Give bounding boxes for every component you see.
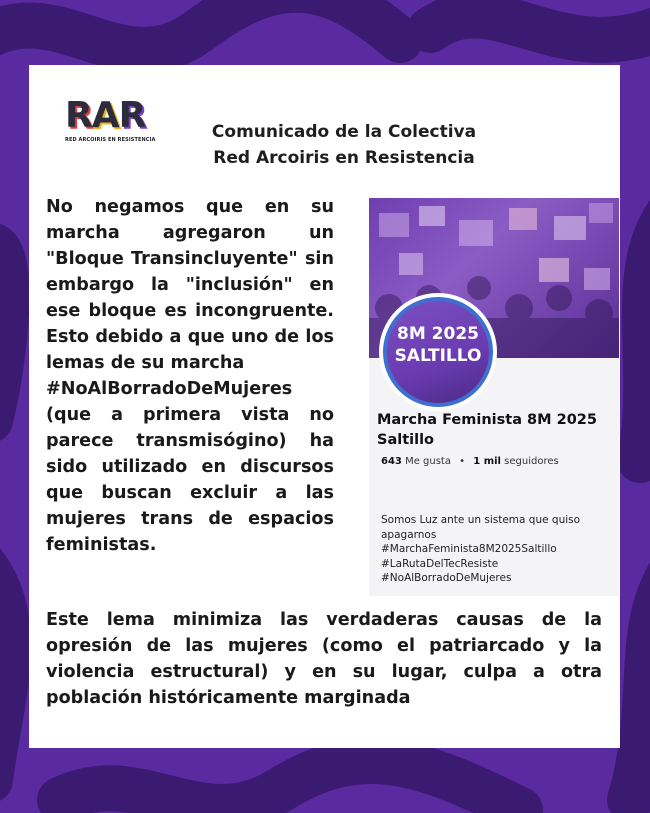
page-stats [381,456,559,467]
likes-label: Me gusta [405,456,451,467]
page-avatar [379,293,497,411]
paragraph-2: (que a primera vista no parece transmisógino) ha sido utilizado en discursos que buscan excluir a las mujeres trans de espacios feministas. [46,405,334,555]
logo-subtitle: RED ARCOIRIS EN RESISTENCIA [65,137,156,143]
page-bio [381,513,609,586]
logo-letter: A [91,95,119,136]
bio-line: Somos Luz ante un sistema que quiso [381,514,581,526]
avatar-line-2: SALTILLO [394,346,482,366]
statement-card [29,65,620,748]
followers-count: 1 mil [473,456,501,467]
bio-line: apagarnos [381,528,437,541]
hashtag-text: #NoAlBorradoDeMujeres [46,379,293,399]
facebook-page-screenshot [369,198,619,596]
statement-header [179,119,509,171]
followers-label: seguidores [504,456,559,467]
stats-separator: • [459,456,466,467]
paragraph-3: Este lema minimiza las verdaderas causas de la opresión de las mujeres (como el patriarcado y la violencia estructural) y en su lugar, culpa a otra población históricamente marginada [46,610,602,708]
statement-column-text [46,194,334,558]
logo-letter: R [118,95,146,136]
header-line-1: Comunicado de la Colectiva [211,122,477,142]
header-line-2: Red Arcoiris en Resistencia [213,148,475,168]
logo-letter: R [65,95,92,136]
rar-logo [65,97,155,143]
avatar-line-1: 8M 2025 [397,324,479,344]
paragraph-1: No negamos que en su marcha agregaron un "Bloque Transincluyente" sin embargo la "inclusión" en ese bloque es incongruente. Esto debido a que uno de los lemas de su marcha [46,197,334,373]
bio-line: #NoAlBorradoDeMujeres [381,572,512,584]
bio-line: #MarchaFeminista8M2025Saltillo [381,543,557,555]
bio-line: #LaRutaDelTecResiste [381,557,499,570]
page-name: Marcha Feminista 8M 2025 Saltillo [377,412,597,448]
logo-letters [65,97,145,135]
likes-count: 643 [381,456,402,467]
avatar-label [387,323,489,367]
